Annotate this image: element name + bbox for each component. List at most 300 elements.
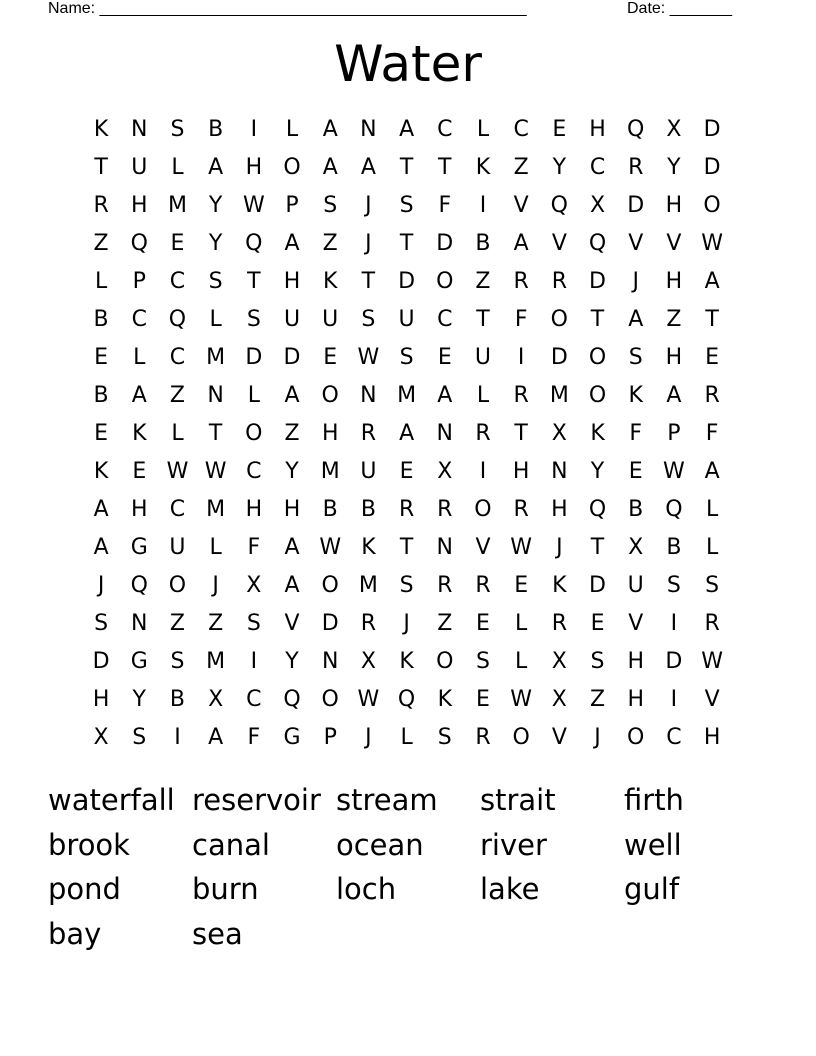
grid-letter: S: [246, 611, 261, 636]
grid-letter: H: [665, 345, 683, 370]
grid-letter: C: [666, 725, 682, 750]
grid-letter: X: [246, 573, 262, 598]
grid-letter: U: [474, 345, 492, 370]
grid-letter: M: [206, 497, 226, 522]
grid-letter: O: [321, 383, 339, 408]
grid-letter: L: [171, 155, 184, 180]
grid-letter: F: [705, 421, 719, 446]
grid-row: [82, 149, 732, 187]
grid-letter: A: [704, 269, 720, 294]
grid-letter: I: [479, 459, 487, 484]
grid-letter: Y: [552, 155, 567, 180]
grid-letter: R: [398, 497, 415, 522]
grid-letter: O: [168, 573, 187, 598]
grid-letter: B: [169, 687, 186, 712]
grid-letter: H: [551, 497, 568, 522]
grid-letter: R: [704, 611, 720, 636]
grid-letter: S: [475, 649, 490, 674]
grid-letter: R: [437, 573, 453, 598]
grid-letter: E: [399, 459, 414, 484]
grid-letter: K: [93, 117, 109, 142]
grid-row: [82, 567, 732, 605]
grid-letter: E: [94, 345, 109, 370]
grid-letter: Q: [283, 687, 301, 712]
grid-letter: Q: [627, 117, 645, 142]
grid-letter: Z: [284, 421, 300, 446]
grid-letter: B: [93, 383, 109, 408]
grid-letter: O: [321, 573, 339, 598]
grid-letter: P: [132, 269, 146, 294]
grid-letter: Z: [169, 611, 185, 636]
grid-letter: V: [513, 193, 529, 218]
grid-letter: S: [628, 345, 643, 370]
grid-letter: Y: [285, 459, 299, 484]
grid-letter: C: [246, 687, 262, 712]
grid-letter: Z: [322, 231, 338, 256]
grid-letter: M: [206, 345, 226, 370]
grid-letter: O: [474, 497, 492, 522]
grid-letter: D: [245, 345, 263, 370]
grid-letter: I: [250, 117, 258, 142]
grid-letter: F: [438, 193, 452, 218]
grid-letter: A: [322, 117, 338, 142]
grid-letter: A: [284, 573, 300, 598]
grid-row: [82, 453, 732, 491]
grid-letter: K: [323, 269, 338, 294]
grid-letter: I: [174, 725, 181, 750]
grid-row: [82, 415, 732, 453]
grid-letter: E: [628, 459, 643, 484]
grid-letter: Q: [168, 307, 187, 332]
grid-letter: S: [399, 345, 414, 370]
grid-letter: V: [551, 231, 567, 256]
grid-letter: H: [283, 497, 301, 522]
grid-row: [82, 643, 732, 681]
grid-letter: R: [513, 383, 529, 408]
grid-letter: A: [284, 231, 300, 256]
grid-letter: S: [437, 725, 452, 750]
word-list-item: waterfall: [48, 783, 175, 817]
grid-letter: T: [399, 231, 414, 256]
grid-letter: O: [627, 725, 645, 750]
grid-letter: N: [131, 611, 148, 636]
grid-letter: H: [627, 687, 644, 712]
grid-letter: L: [171, 421, 184, 446]
grid-letter: V: [628, 231, 644, 256]
grid-letter: Z: [513, 155, 529, 180]
grid-letter: O: [436, 649, 454, 674]
grid-letter: W: [510, 535, 533, 560]
grid-letter: S: [170, 649, 185, 674]
grid-letter: S: [323, 193, 338, 218]
grid-letter: Q: [588, 231, 607, 256]
grid-letter: H: [665, 269, 683, 294]
grid-letter: K: [361, 535, 376, 560]
grid-letter: D: [589, 573, 606, 598]
grid-letter: A: [704, 459, 720, 484]
grid-letter: E: [476, 687, 490, 712]
grid-letter: A: [208, 725, 224, 750]
grid-letter: W: [510, 687, 533, 712]
grid-letter: K: [399, 649, 414, 674]
grid-letter: S: [590, 649, 605, 674]
grid-letter: C: [589, 155, 606, 180]
grid-letter: H: [512, 459, 530, 484]
grid-letter: A: [360, 155, 376, 180]
grid-letter: O: [245, 421, 263, 446]
grid-letter: A: [208, 155, 224, 180]
grid-letter: N: [207, 383, 224, 408]
grid-letter: J: [365, 725, 372, 750]
grid-letter: J: [212, 573, 219, 598]
grid-letter: R: [513, 497, 529, 522]
grid-letter: Y: [590, 459, 605, 484]
grid-row: [82, 263, 732, 301]
grid-letter: G: [283, 725, 301, 750]
grid-letter: I: [479, 193, 487, 218]
word-list-item: stream: [336, 783, 438, 817]
grid-letter: T: [247, 269, 261, 294]
grid-letter: Y: [667, 155, 681, 180]
word-list: [48, 778, 768, 956]
grid-letter: C: [246, 459, 262, 484]
grid-letter: H: [627, 649, 644, 674]
grid-letter: W: [701, 649, 723, 674]
grid-letter: B: [475, 231, 491, 256]
grid-letter: T: [590, 307, 605, 332]
grid-letter: L: [705, 497, 719, 522]
grid-letter: Q: [397, 687, 416, 712]
grid-letter: J: [594, 725, 601, 750]
grid-letter: T: [514, 421, 528, 446]
word-list-item: well: [624, 827, 682, 862]
grid-letter: K: [628, 383, 643, 408]
grid-row: [82, 377, 732, 415]
grid-letter: L: [285, 117, 299, 142]
grid-letter: L: [133, 345, 146, 370]
grid-letter: I: [670, 611, 678, 636]
grid-letter: C: [169, 345, 186, 370]
grid-letter: E: [705, 345, 720, 370]
grid-row: [82, 529, 732, 567]
grid-letter: H: [589, 117, 606, 142]
grid-row: [82, 111, 732, 149]
grid-letter: A: [399, 117, 415, 142]
grid-letter: H: [131, 497, 148, 522]
grid-letter: R: [475, 573, 491, 598]
grid-letter: N: [360, 117, 377, 142]
grid-letter: S: [132, 725, 147, 750]
grid-letter: Z: [93, 231, 109, 256]
grid-letter: R: [475, 421, 491, 446]
grid-letter: D: [665, 649, 683, 674]
grid-letter: R: [360, 611, 377, 636]
grid-letter: L: [209, 535, 222, 560]
grid-letter: D: [627, 193, 645, 218]
grid-letter: X: [93, 725, 109, 750]
grid-letter: V: [551, 725, 567, 750]
word-list-item: lake: [480, 872, 540, 907]
grid-letter: R: [551, 611, 567, 636]
grid-letter: T: [208, 421, 223, 446]
word-list-item: gulf: [624, 872, 680, 907]
grid-letter: E: [590, 611, 605, 636]
grid-letter: F: [247, 725, 261, 750]
grid-letter: L: [400, 725, 413, 750]
grid-row: [82, 719, 732, 757]
grid-letter: J: [403, 611, 410, 636]
grid-letter: N: [321, 649, 339, 674]
grid-letter: U: [131, 155, 148, 180]
grid-letter: Z: [475, 269, 491, 294]
grid-letter: B: [208, 117, 224, 142]
word-list-item: firth: [624, 783, 684, 817]
grid-letter: X: [208, 687, 224, 712]
grid-letter: X: [437, 459, 453, 484]
grid-letter: V: [666, 231, 682, 256]
grid-letter: X: [666, 117, 682, 142]
grid-letter: X: [551, 649, 567, 674]
grid-letter: E: [132, 459, 147, 484]
grid-letter: D: [321, 611, 339, 636]
grid-letter: Q: [665, 497, 683, 522]
grid-letter: I: [250, 649, 258, 674]
grid-letter: D: [92, 649, 110, 674]
grid-letter: O: [588, 345, 607, 370]
grid-letter: E: [552, 117, 567, 142]
grid-letter: T: [705, 307, 719, 332]
grid-letter: U: [398, 307, 415, 332]
word-list-item: pond: [48, 872, 121, 907]
grid-letter: X: [551, 421, 567, 446]
word-list-item: burn: [192, 872, 259, 907]
grid-letter: J: [365, 231, 372, 256]
grid-letter: A: [399, 421, 415, 446]
grid-letter: D: [550, 345, 568, 370]
grid-letter: A: [437, 383, 453, 408]
grid-letter: C: [437, 117, 453, 142]
grid-letter: W: [319, 535, 342, 560]
grid-letter: T: [94, 155, 108, 180]
word-list-item: canal: [192, 827, 270, 862]
grid-row: [82, 225, 732, 263]
grid-letter: P: [323, 725, 337, 750]
grid-row: [82, 491, 732, 529]
grid-letter: K: [132, 421, 147, 446]
grid-letter: S: [361, 307, 376, 332]
grid-letter: O: [283, 155, 301, 180]
grid-letter: B: [322, 497, 338, 522]
grid-row: [82, 301, 732, 339]
grid-letter: C: [131, 307, 147, 332]
grid-letter: T: [361, 269, 376, 294]
grid-letter: J: [97, 573, 105, 598]
grid-letter: Q: [588, 497, 607, 522]
grid-letter: C: [169, 269, 186, 294]
grid-letter: C: [169, 497, 186, 522]
grid-letter: W: [357, 687, 380, 712]
grid-letter: O: [436, 269, 454, 294]
grid-letter: L: [515, 611, 528, 636]
grid-letter: K: [590, 421, 605, 446]
grid-letter: S: [170, 117, 185, 142]
grid-letter: R: [360, 421, 377, 446]
grid-letter: W: [166, 459, 189, 484]
grid-letter: O: [703, 193, 721, 218]
grid-letter: R: [704, 383, 720, 408]
word-list-item: loch: [336, 872, 397, 907]
grid-letter: J: [365, 193, 372, 218]
grid-letter: O: [321, 687, 339, 712]
grid-letter: U: [322, 307, 339, 332]
grid-letter: V: [704, 687, 720, 712]
grid-letter: Z: [589, 687, 606, 712]
grid-letter: Q: [550, 193, 568, 218]
grid-letter: L: [209, 307, 222, 332]
date-field: Date: _______: [627, 0, 732, 17]
grid-letter: F: [247, 535, 261, 560]
word-list-item: brook: [48, 827, 130, 862]
grid-letter: A: [93, 535, 109, 560]
grid-letter: L: [476, 117, 490, 142]
grid-letter: H: [245, 497, 263, 522]
grid-letter: Y: [208, 193, 223, 218]
grid-letter: N: [131, 117, 148, 142]
grid-letter: P: [285, 193, 299, 218]
grid-letter: F: [629, 421, 643, 446]
grid-letter: T: [476, 307, 490, 332]
grid-letter: E: [94, 421, 109, 446]
grid-letter: B: [93, 307, 109, 332]
grid-row: [82, 187, 732, 225]
grid-letter: H: [321, 421, 339, 446]
grid-letter: R: [628, 155, 644, 180]
grid-letter: A: [513, 231, 529, 256]
grid-letter: T: [438, 155, 452, 180]
grid-letter: A: [93, 497, 109, 522]
name-field: Name: ________________________________________________: [48, 0, 527, 17]
grid-letter: N: [436, 535, 454, 560]
grid-letter: D: [703, 117, 721, 142]
grid-row: [82, 605, 732, 643]
grid-letter: O: [512, 725, 530, 750]
grid-letter: V: [475, 535, 491, 560]
grid-letter: G: [130, 535, 148, 560]
grid-letter: S: [399, 573, 414, 598]
grid-letter: T: [590, 535, 605, 560]
grid-letter: V: [628, 611, 644, 636]
grid-letter: M: [358, 573, 378, 598]
grid-letter: J: [556, 535, 563, 560]
grid-letter: W: [663, 459, 685, 484]
grid-letter: S: [246, 307, 261, 332]
grid-letter: K: [552, 573, 567, 598]
grid-letter: K: [93, 459, 109, 484]
grid-letter: L: [94, 269, 108, 294]
grid-letter: N: [551, 459, 568, 484]
grid-letter: M: [320, 459, 340, 484]
grid-letter: H: [665, 193, 683, 218]
grid-letter: O: [588, 383, 607, 408]
page-title: Water: [334, 35, 482, 93]
grid-row: [82, 339, 732, 377]
grid-letter: F: [514, 307, 528, 332]
grid-letter: D: [703, 155, 721, 180]
grid-letter: X: [551, 687, 567, 712]
grid-letter: I: [517, 345, 525, 370]
grid-letter: B: [628, 497, 644, 522]
grid-letter: W: [242, 193, 265, 218]
grid-letter: Q: [245, 231, 263, 256]
grid-letter: X: [628, 535, 644, 560]
grid-letter: S: [705, 573, 720, 598]
grid-letter: R: [437, 497, 453, 522]
grid-letter: O: [550, 307, 568, 332]
grid-letter: Q: [130, 573, 148, 598]
grid-letter: E: [437, 345, 452, 370]
grid-letter: C: [513, 117, 529, 142]
grid-letter: S: [208, 269, 223, 294]
grid-letter: I: [670, 687, 678, 712]
word-list-item: bay: [48, 916, 102, 951]
grid-letter: Z: [169, 383, 185, 408]
grid-letter: H: [283, 269, 301, 294]
grid-letter: D: [589, 269, 606, 294]
grid-letter: M: [167, 193, 187, 218]
grid-letter: R: [93, 193, 109, 218]
word-list-item: strait: [480, 783, 556, 817]
grid-letter: X: [589, 193, 606, 218]
grid-letter: N: [436, 421, 454, 446]
grid-letter: E: [170, 231, 185, 256]
grid-letter: R: [513, 269, 529, 294]
grid-letter: H: [131, 193, 148, 218]
grid-letter: U: [169, 535, 186, 560]
grid-letter: C: [437, 307, 453, 332]
grid-letter: S: [666, 573, 681, 598]
grid-letter: R: [475, 725, 491, 750]
grid-letter: D: [398, 269, 416, 294]
grid-letter: B: [360, 497, 376, 522]
grid-letter: M: [206, 649, 226, 674]
grid-row: [82, 681, 732, 719]
grid-letter: Y: [285, 649, 299, 674]
grid-letter: A: [322, 155, 338, 180]
grid-letter: D: [436, 231, 454, 256]
grid-letter: U: [283, 307, 301, 332]
word-list-item: sea: [192, 916, 243, 951]
grid-letter: Y: [208, 231, 223, 256]
grid-letter: A: [284, 383, 300, 408]
grid-letter: K: [475, 155, 491, 180]
word-list-item: ocean: [336, 827, 424, 862]
grid-letter: P: [667, 421, 681, 446]
grid-letter: D: [283, 345, 301, 370]
grid-letter: B: [666, 535, 682, 560]
grid-letter: H: [245, 155, 263, 180]
grid-letter: E: [476, 611, 490, 636]
grid-letter: U: [627, 573, 644, 598]
grid-letter: L: [247, 383, 260, 408]
grid-letter: G: [130, 649, 148, 674]
grid-letter: X: [360, 649, 376, 674]
grid-letter: N: [360, 383, 377, 408]
grid-letter: U: [360, 459, 377, 484]
grid-letter: L: [515, 649, 528, 674]
grid-letter: L: [705, 535, 719, 560]
word-list-item: reservoir: [192, 783, 321, 817]
grid-letter: M: [397, 383, 417, 408]
